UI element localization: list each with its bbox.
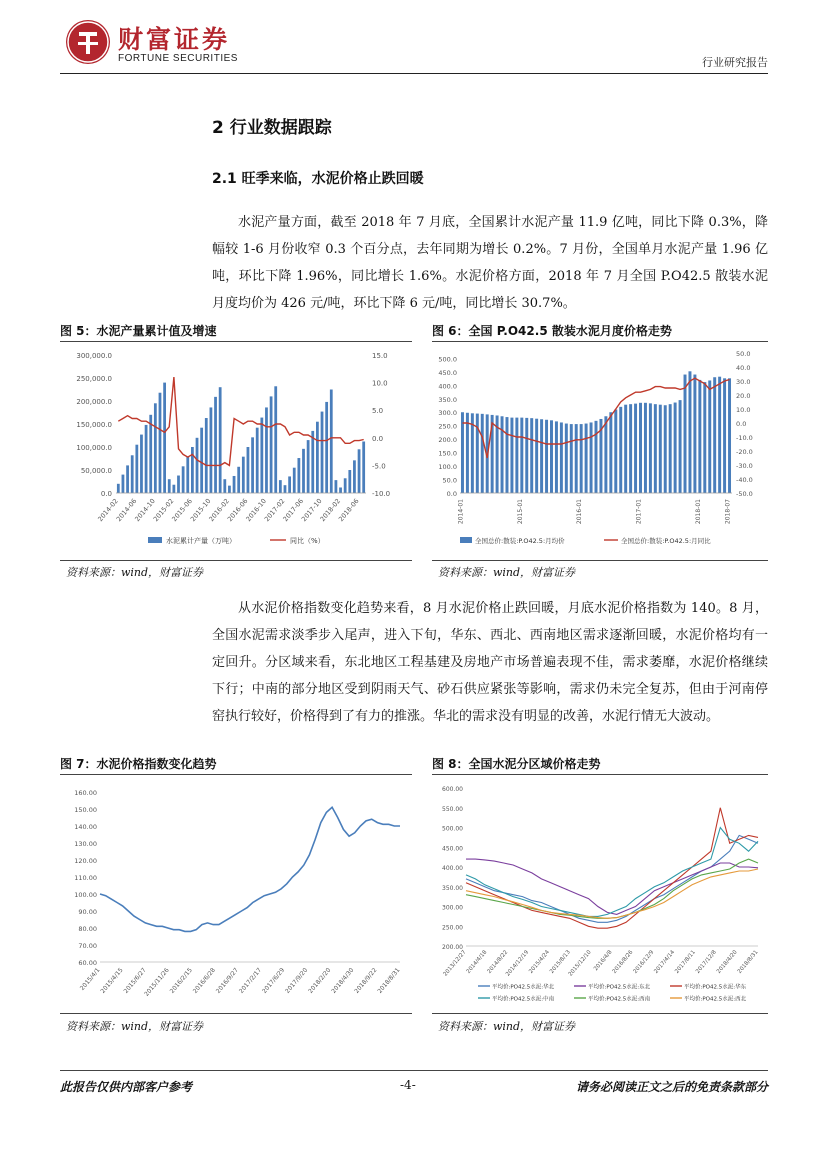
footer-divider [60, 1070, 768, 1071]
fig6-right-tick: 50.0 [736, 350, 751, 358]
fig6-bar [688, 371, 691, 493]
fig7-x-tick: 2017/2/17 [237, 966, 264, 995]
fig7-x-tick: 2016/9/27 [214, 966, 240, 995]
fig5-bottom-line [60, 560, 412, 561]
brand-name-cn: 财富证券 [118, 25, 231, 54]
fig8-source: 资料来源：wind，财富证券 [438, 1020, 576, 1033]
fig5-left-tick: 200,000.0 [76, 398, 112, 406]
fig7-y-tick: 130.00 [74, 840, 97, 848]
fig8-x-tick: 2018/4/20 [715, 949, 739, 975]
fig5-bar [321, 412, 324, 493]
fig6-bar [723, 378, 726, 493]
fig8-y-tick: 300.00 [442, 904, 463, 912]
fig5-bar [135, 445, 138, 493]
fig5-legend-bar: 水泥累计产量（万吨） [166, 537, 236, 545]
fig7-x-tick: 2015/6/27 [122, 966, 148, 995]
fig5-x-tick: 2018-02 [318, 497, 343, 524]
fig5-bar [168, 479, 171, 493]
fig8-x-tick: 2016/8/26 [611, 949, 635, 975]
fig6-left-tick: 500.0 [438, 355, 457, 364]
fig5-caption: 图 5：水泥产量累计值及增速 [60, 324, 217, 338]
fig6-right-tick: -40.0 [736, 476, 753, 484]
fig7-bottom-line [60, 1013, 412, 1014]
fig7-caption: 图 7：水泥价格指数变化趋势 [60, 757, 217, 771]
fig6-source: 资料来源：wind，财富证券 [438, 566, 576, 579]
fig7-x-tick: 2016/2/15 [168, 966, 194, 995]
fig6-bar [669, 404, 672, 493]
fig5-right-tick: -5.0 [372, 462, 386, 471]
fig5-right-tick: 15.0 [372, 352, 388, 360]
fig5-bar [196, 438, 199, 493]
fig5-bar [247, 447, 250, 493]
fig8-x-tick: 2014/8/22 [486, 949, 510, 975]
fig8-legend-label: 平均价:PO42.5水泥:中南 [492, 996, 555, 1003]
fig8-series-line [466, 808, 758, 928]
fig8-y-tick: 600.00 [442, 786, 463, 793]
section-title: 2 行业数据跟踪 [212, 118, 332, 138]
paragraph-production: 水泥产量方面，截至 2018 年 7 月底，全国累计水泥产量 11.9 亿吨，同比下降 0.3%，降幅较 1-6 月份收窄 0.3 个百分点，去年同期为增长 0.2%。7 月份，全国单月水泥产量 1.96 亿吨，环比下降 1.96%，同比增长 1.6%。水泥价格方面，2018 年 7 月全国 P.O42.5 散装水泥月度均价为 426 元/吨，环比下降 6 元/吨，同比增长 30.7%。 [212, 215, 768, 311]
fig7-line [100, 807, 400, 931]
fig5-x-tick: 2017-02 [262, 497, 287, 524]
fig7-y-tick: 140.00 [74, 823, 97, 831]
fig6-bar [515, 418, 518, 493]
fig8-bottom-line [432, 1013, 768, 1014]
fig6-bar [604, 416, 607, 493]
fig5-right-tick: 0.0 [372, 434, 384, 443]
fig6-right-tick: -10.0 [736, 434, 753, 442]
fig8-y-tick: 550.00 [442, 805, 463, 813]
fig5-right-tick: 5.0 [372, 407, 384, 416]
fig6-left-tick: 250.0 [438, 422, 457, 431]
brand-logo-icon [66, 20, 110, 64]
header-divider [60, 73, 768, 74]
fig6-bar [644, 403, 647, 493]
fig5-left-tick: 100,000.0 [76, 444, 112, 452]
fig5-bar [214, 397, 217, 493]
fig6-bar [565, 424, 568, 493]
fig8-x-tick: 2013/12/27 [442, 949, 468, 978]
fig5-x-tick: 2018-06 [336, 497, 361, 524]
fig6-bar [713, 377, 716, 493]
fig6-bar [634, 404, 637, 493]
fig7-x-tick: 2017/9/20 [284, 966, 310, 995]
fig6-bar [708, 380, 711, 493]
fig8-series-line [466, 859, 758, 918]
fig6-bar [560, 422, 563, 493]
footer-disclaimer-left: 此报告仅供内部客户参考 [60, 1080, 193, 1094]
fig8-chart [432, 776, 768, 1012]
fig6-legend-bar-swatch [460, 537, 472, 543]
fig7-x-tick: 2018/9/22 [353, 966, 379, 995]
fig5-bar [186, 457, 189, 493]
fig6-bar [649, 403, 652, 493]
fig6-bar [728, 378, 731, 493]
fig6-bar [476, 414, 479, 493]
fig5-bar [284, 485, 287, 493]
fig5-bar [251, 437, 254, 493]
fig6-left-tick: 0.0 [446, 490, 457, 498]
fig6-bar [530, 418, 533, 493]
fig8-x-tick: 2015/8/13 [549, 949, 572, 975]
fig5-bar [311, 431, 314, 493]
fig6-chart [432, 343, 768, 555]
fig8-x-tick: 2018/8/31 [736, 949, 760, 975]
fig5-bar [316, 422, 319, 493]
fig6-right-tick: -20.0 [736, 448, 753, 456]
fig6-bar [540, 419, 543, 493]
fig5-x-tick: 2015-06 [170, 497, 194, 524]
fig5-x-tick: 2014-02 [96, 497, 120, 524]
fig6-bar [664, 405, 667, 493]
fig7-y-tick: 80.00 [78, 925, 97, 933]
fig6-left-tick: 400.0 [438, 382, 457, 391]
fig5-x-tick: 2016-02 [207, 497, 231, 524]
fig5-bar [339, 487, 342, 493]
fig7-y-tick: 160.00 [74, 789, 97, 797]
fig7-x-tick: 2018/8/31 [376, 966, 402, 995]
fig6-bottom-line [432, 560, 768, 561]
fig5-bar [325, 402, 328, 493]
fig5-bar [145, 425, 148, 493]
fig6-legend-bar: 全国总价:散装:P.O42.5:月均价 [475, 537, 565, 545]
fig6-x-tick: 2018-01 [694, 499, 702, 525]
fig6-bar [575, 424, 578, 493]
fig6-bar [693, 375, 696, 493]
fig6-bar [580, 424, 583, 493]
paragraph-price-index: 从水泥价格指数变化趋势来看，8 月水泥价格止跌回暖，月底水泥价格指数为 140。8 月，全国水泥需求淡季步入尾声，进入下旬，华东、西北、西南地区需求逐渐回暖，水泥价格均有一定回升。分区域来看，东北地区工程基建及房地产市场普遍表现不佳，需求萎靡，水泥价格继续下行；中南的部分地区受到阴雨天气、砂石供应紧张等影响，需求仍未完全复苏，但由于河南停窑执行较好，价格得到了有力的推涨。华北的需求没有明显的改善，水泥行情无大波动。 [212, 601, 768, 724]
fig5-bar [348, 470, 351, 493]
fig6-bar [684, 375, 687, 493]
fig5-bar [279, 480, 282, 493]
fig8-y-tick: 350.00 [442, 884, 463, 892]
fig6-bar [481, 414, 484, 493]
fig6-bar [550, 420, 553, 493]
fig7-x-tick: 2018/4/30 [330, 966, 356, 995]
fig7-y-tick: 90.00 [78, 908, 97, 916]
fig8-legend-label: 平均价:PO42.5水泥:华北 [492, 984, 555, 991]
fig5-bar [362, 441, 365, 493]
fig5-bar [223, 479, 226, 493]
fig5-bar [205, 418, 208, 493]
fig6-x-tick: 2016-01 [576, 499, 584, 525]
fig5-bar [358, 449, 361, 493]
fig6-x-tick: 2014-01 [457, 499, 465, 525]
fig6-bar [609, 412, 612, 493]
brand-name-en: FORTUNE SECURITIES [118, 53, 238, 64]
fig5-right-tick: 10.0 [372, 379, 388, 388]
fig5-left-tick: 250,000.0 [76, 375, 112, 383]
fig5-left-tick: 300,000.0 [76, 352, 112, 360]
fig5-left-tick: 0.0 [100, 490, 112, 498]
fig8-legend-label: 平均价:PO42.5水泥:华东 [684, 984, 747, 991]
fig6-bar [466, 413, 469, 493]
fig5-x-tick: 2014-06 [114, 497, 139, 524]
fig5-bar [200, 428, 203, 493]
fig7-x-tick: 2015/11/26 [143, 966, 171, 998]
fig6-left-tick: 150.0 [438, 449, 457, 458]
fig8-x-tick: 2016/12/9 [632, 949, 656, 975]
fig5-bar [297, 458, 300, 493]
fig8-y-tick: 250.00 [442, 924, 463, 932]
fig7-y-tick: 120.00 [74, 857, 97, 865]
fig7-x-tick: 2015/4/1 [78, 966, 102, 992]
fig6-bar [629, 404, 632, 493]
fig8-x-tick: 2016/4/8 [593, 949, 614, 973]
fig6-x-tick: 2017-01 [635, 499, 643, 525]
fig6-bar [525, 418, 528, 493]
fig5-x-tick: 2017-10 [299, 497, 324, 524]
fig6-left-tick: 50.0 [442, 476, 457, 485]
fig5-bar [163, 383, 166, 493]
fig8-series-line [466, 859, 758, 914]
fig7-x-tick: 2015/4/15 [99, 966, 125, 995]
section-subtitle: 2.1 旺季来临，水泥价格止跌回暖 [212, 171, 424, 187]
fig7-y-tick: 110.00 [74, 874, 97, 882]
fig7-y-tick: 70.00 [78, 942, 97, 950]
fig6-right-tick: -30.0 [736, 462, 753, 470]
fig6-bar [619, 407, 622, 493]
fig5-bar [140, 435, 143, 493]
fig8-x-tick: 2017/12/8 [695, 949, 718, 975]
fig8-y-tick: 200.00 [442, 944, 463, 951]
fig5-bar [335, 480, 338, 493]
fig5-x-tick: 2016-10 [244, 497, 268, 524]
fig6-right-tick: 30.0 [736, 378, 751, 386]
fig8-legend-label: 平均价:PO42.5水泥:西北 [684, 996, 747, 1003]
fig5-bar [344, 478, 347, 493]
fig7-x-tick: 2018/2/20 [307, 966, 333, 995]
fig5-bar [177, 476, 180, 493]
fig6-bar [555, 421, 558, 493]
fig7-y-tick: 100.00 [74, 891, 97, 899]
fig6-bar [505, 417, 508, 493]
fig6-bar [614, 410, 617, 493]
fig6-bar [585, 424, 588, 493]
fig5-bar [260, 418, 263, 493]
fig6-left-tick: 300.0 [438, 409, 457, 418]
fig6-bar [718, 377, 721, 493]
fig5-x-tick: 2015-02 [151, 497, 176, 524]
fig8-y-tick: 400.00 [442, 865, 463, 872]
fig8-legend-label: 平均价:PO42.5水泥:东北 [588, 984, 651, 991]
fig7-x-tick: 2016/6/28 [191, 966, 217, 995]
fig5-bar [233, 476, 236, 493]
fig6-right-tick: 20.0 [736, 392, 751, 400]
fig6-bar [595, 421, 598, 493]
fig5-bar [274, 386, 277, 493]
fig8-x-tick: 2017/4/14 [653, 949, 677, 975]
fig8-x-tick: 2015/4/24 [528, 949, 551, 975]
fig8-x-tick: 2015/12/10 [567, 949, 593, 978]
fig6-top-line [432, 341, 768, 342]
fig7-x-tick: 2017/6/29 [261, 966, 287, 995]
fig6-legend-line: 全国总价:散装:P.O42.5:月同比 [621, 537, 711, 545]
fig6-bar [674, 403, 677, 493]
fig8-top-line [432, 774, 768, 775]
fig5-x-tick: 2014-10 [133, 497, 157, 524]
fig5-bar [154, 403, 157, 493]
fig5-legend-line: 同比（%） [290, 537, 325, 545]
fig6-bar [698, 380, 701, 493]
fig7-top-line [60, 774, 412, 775]
report-type: 行业研究报告 [702, 56, 768, 69]
fig6-x-tick: 2018-07 [724, 499, 732, 525]
fig6-x-tick: 2015-01 [516, 499, 524, 525]
fig5-bar [242, 457, 245, 493]
fig6-bar [639, 403, 642, 493]
fig5-source: 资料来源：wind，财富证券 [66, 566, 204, 579]
fig5-bar [219, 387, 222, 493]
fig5-x-tick: 2017-06 [281, 497, 306, 524]
fig6-bar [654, 404, 657, 493]
fig5-bar [270, 396, 273, 493]
fig6-bar [570, 424, 573, 493]
fig7-chart [60, 776, 412, 1012]
fig5-bar [353, 460, 356, 493]
fig5-legend-bar-swatch [148, 537, 162, 543]
fig5-bar [210, 407, 213, 493]
fig5-bar [122, 475, 125, 493]
fig5-bar [131, 455, 134, 493]
fig5-bar [117, 484, 120, 493]
fig6-right-tick: -50.0 [736, 490, 753, 498]
fig5-bar [149, 415, 152, 493]
fig6-left-tick: 200.0 [438, 436, 457, 445]
fig6-left-tick: 100.0 [438, 463, 457, 472]
fig6-bar [624, 405, 627, 493]
page-number: -4- [400, 1078, 416, 1092]
fig5-left-tick: 150,000.0 [76, 421, 112, 429]
fig6-bar [520, 418, 523, 493]
fig6-caption: 图 6：全国 P.O42.5 散装水泥月度价格走势 [432, 324, 672, 338]
fig5-bar [237, 467, 240, 493]
fig8-y-tick: 450.00 [442, 845, 463, 853]
fig6-bar [679, 400, 682, 493]
fig5-bar [330, 390, 333, 494]
fig8-x-tick: 2014/4/18 [465, 949, 489, 975]
fig6-bar [545, 420, 548, 493]
fig6-right-tick: 40.0 [736, 364, 751, 372]
fig8-caption: 图 8：全国水泥分区域价格走势 [432, 757, 601, 771]
fig8-y-tick: 500.00 [442, 825, 463, 833]
fig5-right-tick: -10.0 [372, 490, 391, 498]
fig5-bar [172, 485, 175, 493]
fig6-bar [510, 418, 513, 493]
footer-disclaimer-right: 请务必阅读正文之后的免责条款部分 [575, 1080, 768, 1094]
fig5-bar [228, 486, 231, 493]
fig6-bar [461, 412, 464, 493]
fig6-bar [659, 405, 662, 493]
fig6-bar [501, 416, 504, 493]
fig8-legend-label: 平均价:PO42.5水泥:西南 [588, 996, 651, 1003]
fig6-right-tick: 0.0 [736, 420, 747, 428]
fig5-bar [302, 449, 305, 493]
fig5-x-tick: 2015-10 [188, 497, 213, 524]
fig5-bar [288, 476, 291, 493]
fig6-left-tick: 350.0 [438, 395, 457, 404]
fig7-source: 资料来源：wind，财富证券 [66, 1020, 204, 1033]
fig7-y-tick: 60.00 [78, 959, 97, 967]
fig8-x-tick: 2014/12/19 [505, 949, 531, 978]
fig5-bar [293, 468, 296, 493]
fig6-bar [590, 422, 593, 493]
fig5-top-line [60, 341, 412, 342]
fig5-bar [159, 393, 162, 493]
fig6-right-tick: 10.0 [736, 406, 751, 414]
fig5-x-tick: 2016-06 [225, 497, 250, 524]
fig7-y-tick: 150.00 [74, 806, 97, 814]
fig6-left-tick: 450.0 [438, 368, 457, 377]
fig5-bar [256, 428, 259, 493]
fig6-bar [703, 382, 706, 493]
fig6-bar [535, 419, 538, 493]
fig5-bar [307, 440, 310, 493]
fig5-bar [182, 466, 185, 493]
fig5-chart [60, 343, 412, 555]
fig5-bar [126, 465, 129, 493]
fig5-bar [265, 407, 268, 493]
fig5-left-tick: 50,000.0 [80, 467, 112, 475]
fig8-x-tick: 2017/8/11 [674, 949, 697, 975]
